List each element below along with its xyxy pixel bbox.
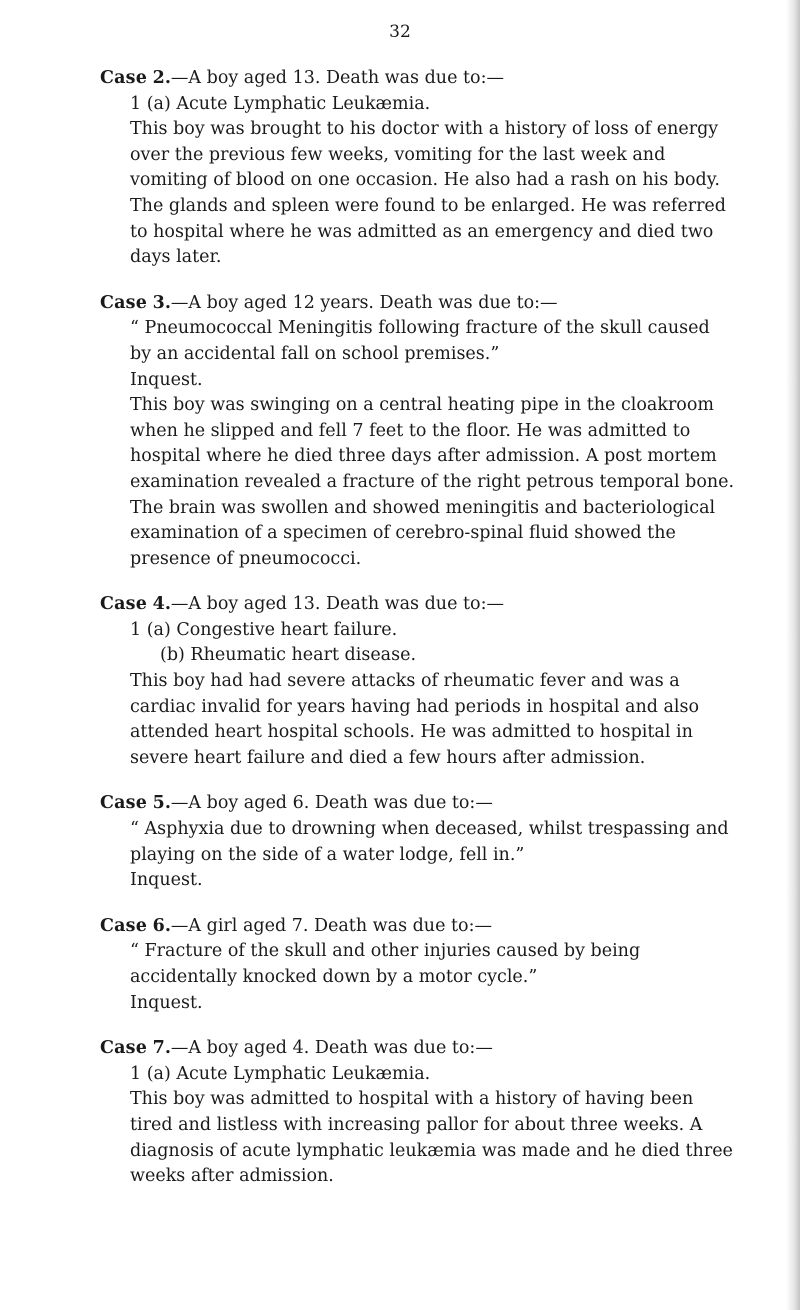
case-label: Case	[100, 915, 148, 936]
case-5	[100, 791, 735, 893]
case-text: This boy had had severe attacks of rheumatic fever and was a cardiac invalid for years having had periods in hospital and also attended heart hospital schools. He was admitted to hospital in severe heart failure and died a few hours after admission.	[130, 671, 700, 768]
case-heading	[100, 592, 735, 618]
cause-quote: “ Asphyxia due to drowning when deceased, whilst trespassing and playing on the side of a water lodge, fell in.”	[130, 819, 729, 865]
case-head-text: —A boy aged 6. Death was due to:—	[170, 793, 493, 814]
inquest-note: Inquest.	[130, 992, 203, 1013]
case-label: Case	[100, 292, 148, 313]
case-label: Case	[100, 1038, 148, 1059]
case-number: 2.	[152, 68, 171, 88]
inquest-note: Inquest.	[130, 870, 203, 891]
case-label: Case	[100, 793, 148, 814]
case-number: 6.	[152, 915, 171, 936]
case-head-text: —A girl aged 7. Death was due to:—	[170, 915, 492, 936]
case-label: Case	[100, 594, 148, 615]
case-head-text: —A boy aged 12 years. Death was due to:—	[170, 292, 558, 313]
case-head-text: —A boy aged 4. Death was due to:—	[170, 1038, 493, 1059]
case-6	[100, 914, 735, 1016]
case-7	[100, 1036, 735, 1190]
inquest-note: Inquest.	[130, 369, 203, 390]
case-number: 3.	[152, 292, 171, 313]
case-number: 4.	[152, 594, 171, 615]
page-edge-shadow	[786, 0, 800, 1310]
case-heading	[100, 914, 735, 940]
page-number: 32	[389, 22, 411, 42]
case-heading	[100, 1036, 735, 1062]
case-text: This boy was brought to his doctor with a history of loss of energy over the previous few weeks, vomiting for the last week and vomiting of blood on one occasion. He also had a rash on his body. The glands and spleen were found to be enlarged. He was referred to hospital where he was admitted as an emergency and died two days later.	[130, 119, 726, 268]
cause-line: 1 (a) Acute Lymphatic Leukæmia.	[130, 93, 431, 114]
case-heading	[100, 66, 735, 92]
case-3	[100, 291, 735, 573]
case-text: This boy was admitted to hospital with a history of having been tired and listless with increasing pallor for about three weeks. A diagnosis of acute lymphatic leukæmia was made and he died three weeks after admission.	[130, 1089, 733, 1187]
case-4	[100, 592, 735, 771]
case-2	[100, 66, 735, 271]
case-head-text: —A boy aged 13. Death was due to:—	[170, 68, 504, 88]
cause-quote: “ Pneumococcal Meningitis following fracture of the skull caused by an accidental fall on school premises.”	[130, 318, 710, 364]
case-heading	[100, 291, 735, 317]
case-heading	[100, 791, 735, 817]
cause-line: 1 (a) Congestive heart failure.	[130, 619, 398, 640]
document-body	[100, 66, 735, 1210]
case-number: 5.	[152, 793, 171, 814]
case-number: 7.	[152, 1038, 171, 1059]
case-label: Case	[100, 68, 148, 88]
case-head-text: —A boy aged 13. Death was due to:—	[170, 594, 504, 615]
cause-line: 1 (a) Acute Lymphatic Leukæmia.	[130, 1063, 431, 1084]
case-text: This boy was swinging on a central heating pipe in the cloakroom when he slipped and fell 7 feet to the floor. He was admitted to hospital where he died three days after admission. A post mortem examination revealed a fracture of the right petrous temporal bone. The brain was swollen and showed meningitis and bacteriological examination of a specimen of cerebro-spinal fluid showed the presence of pneumococci.	[130, 395, 735, 569]
cause-quote: “ Fracture of the skull and other injuries caused by being accidentally knocked down by a motor cycle.”	[130, 941, 641, 987]
cause-line-b: (b) Rheumatic heart disease.	[160, 645, 417, 666]
